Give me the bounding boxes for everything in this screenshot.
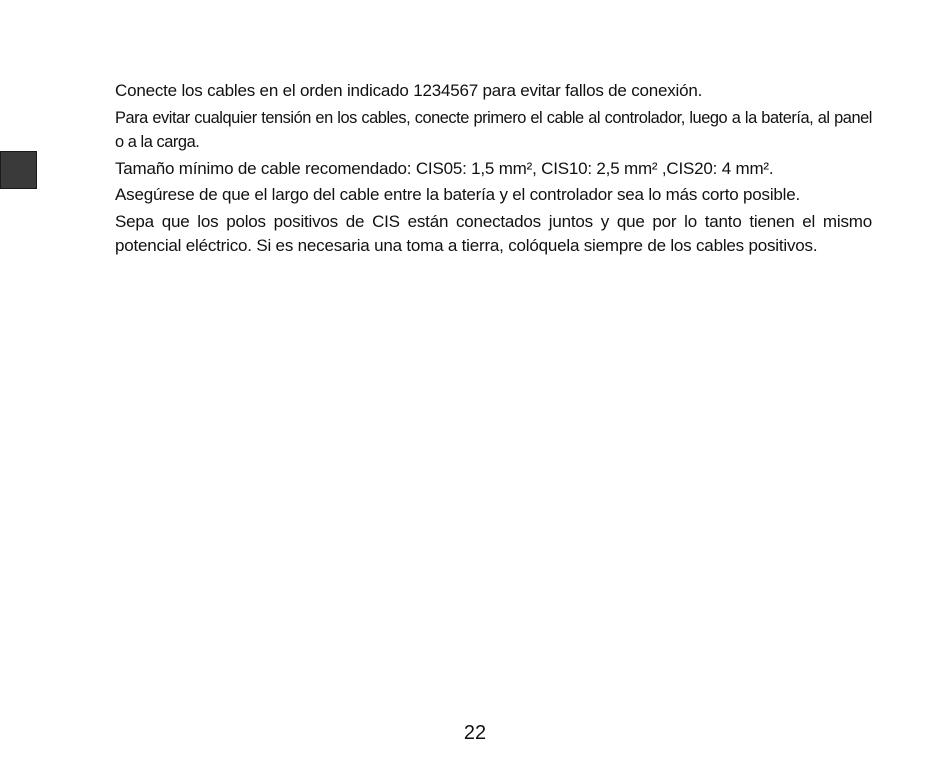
section-tab-marker xyxy=(0,151,37,189)
paragraph-cable-length: Asegúrese de que el largo del cable entre la batería y el controlador sea lo más corto posible. xyxy=(115,185,801,204)
paragraph-cable-tension: Para evitar cualquier tensión en los cables, conecte primero el cable al controlador, luego a la batería, al panel o a la carga. xyxy=(115,108,872,151)
page-number: 22 xyxy=(463,722,487,744)
paragraph-connection-order: Conecte los cables en el orden indicado 1234567 para evitar fallos de conexión. xyxy=(115,81,703,100)
paragraph-positive-poles: Sepa que los polos positivos de CIS están conectados juntos y que por lo tanto tienen el mismo potencial eléctrico. Si es necesaria una toma a tierra, colóquela siempre de los cables positivos. xyxy=(115,211,872,255)
document-body xyxy=(115,79,872,261)
paragraph-cable-size: Tamaño mínimo de cable recomendado: CIS05: 1,5 mm², CIS10: 2,5 mm² ,CIS20: 4 mm². xyxy=(115,158,774,178)
